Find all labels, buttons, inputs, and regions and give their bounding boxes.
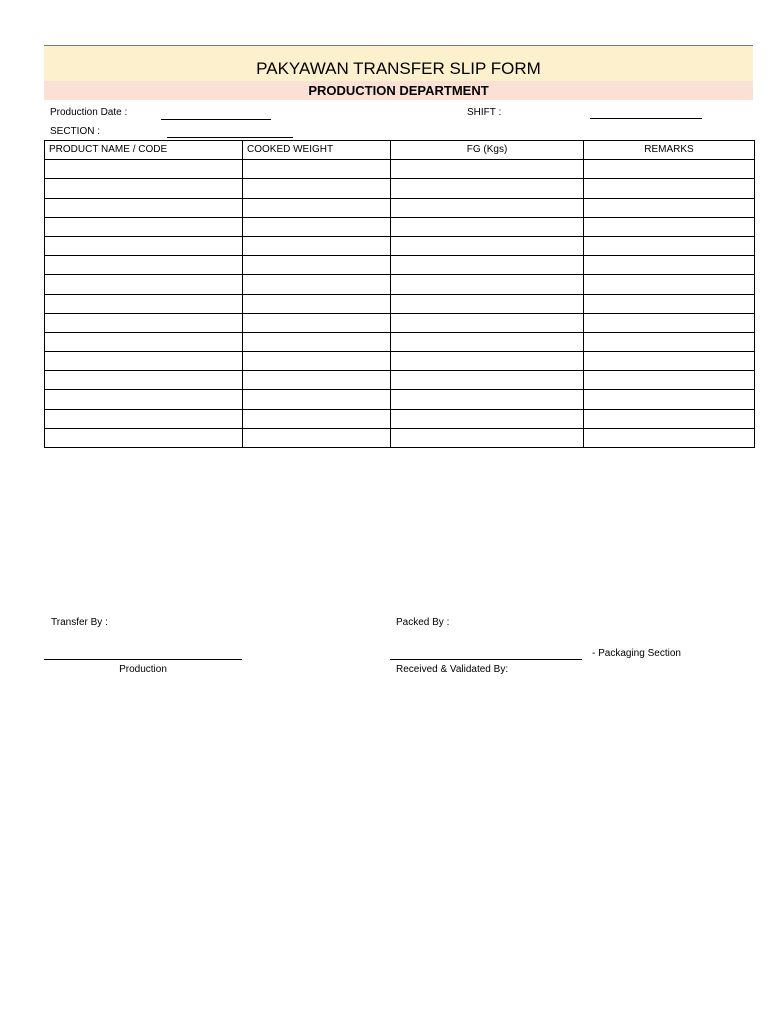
remarks-cell[interactable] [584, 428, 755, 447]
table-row [45, 409, 755, 428]
packaging-section-label: - Packaging Section [592, 648, 681, 659]
remarks-cell[interactable] [584, 198, 755, 217]
remarks-cell[interactable] [584, 179, 755, 198]
fg-cell[interactable] [391, 160, 584, 179]
fg-cell[interactable] [391, 390, 584, 409]
table-row [45, 160, 755, 179]
shift-label: SHIFT : [467, 107, 502, 118]
remarks-cell[interactable] [584, 332, 755, 351]
remarks-cell[interactable] [584, 313, 755, 332]
product-cell[interactable] [45, 236, 243, 255]
fg-cell[interactable] [391, 371, 584, 390]
product-cell[interactable] [45, 294, 243, 313]
cooked-weight-cell[interactable] [243, 217, 391, 236]
product-cell[interactable] [45, 198, 243, 217]
product-cell[interactable] [45, 313, 243, 332]
transfer-by-signature-line[interactable] [44, 659, 242, 660]
remarks-cell[interactable] [584, 160, 755, 179]
table-row [45, 371, 755, 390]
remarks-cell[interactable] [584, 256, 755, 275]
column-header-cooked-weight: COOKED WEIGHT [243, 141, 391, 160]
fg-cell[interactable] [391, 217, 584, 236]
column-header-product: PRODUCT NAME / CODE [45, 141, 243, 160]
product-cell[interactable] [45, 371, 243, 390]
cooked-weight-cell[interactable] [243, 294, 391, 313]
product-cell[interactable] [45, 217, 243, 236]
cooked-weight-cell[interactable] [243, 313, 391, 332]
fg-cell[interactable] [391, 409, 584, 428]
transfer-by-label: Transfer By : [51, 617, 108, 628]
product-cell[interactable] [45, 390, 243, 409]
table-row [45, 313, 755, 332]
section-blank[interactable] [167, 137, 293, 138]
cooked-weight-cell[interactable] [243, 275, 391, 294]
shift-blank[interactable] [590, 118, 702, 119]
received-validated-label: Received & Validated By: [396, 664, 509, 675]
cooked-weight-cell[interactable] [243, 256, 391, 275]
production-label: Production [119, 664, 167, 675]
form-title: PAKYAWAN TRANSFER SLIP FORM [256, 59, 541, 78]
transfer-table [44, 140, 755, 448]
table-row [45, 428, 755, 447]
product-cell[interactable] [45, 428, 243, 447]
table-row [45, 352, 755, 371]
remarks-cell[interactable] [584, 294, 755, 313]
table-row [45, 179, 755, 198]
product-cell[interactable] [45, 179, 243, 198]
remarks-cell[interactable] [584, 352, 755, 371]
cooked-weight-cell[interactable] [243, 371, 391, 390]
packed-by-signature-line[interactable] [390, 659, 582, 660]
cooked-weight-cell[interactable] [243, 428, 391, 447]
table-row [45, 256, 755, 275]
fg-cell[interactable] [391, 352, 584, 371]
remarks-cell[interactable] [584, 275, 755, 294]
cooked-weight-cell[interactable] [243, 409, 391, 428]
table-row [45, 217, 755, 236]
table-row [45, 198, 755, 217]
remarks-cell[interactable] [584, 217, 755, 236]
table-row [45, 332, 755, 351]
fg-cell[interactable] [391, 313, 584, 332]
packed-by-label: Packed By : [396, 617, 450, 628]
product-cell[interactable] [45, 332, 243, 351]
product-cell[interactable] [45, 160, 243, 179]
fg-cell[interactable] [391, 332, 584, 351]
fg-cell[interactable] [391, 198, 584, 217]
remarks-cell[interactable] [584, 409, 755, 428]
fg-cell[interactable] [391, 236, 584, 255]
department-title: PRODUCTION DEPARTMENT [308, 83, 489, 98]
product-cell[interactable] [45, 352, 243, 371]
section-label: SECTION : [50, 126, 101, 137]
remarks-cell[interactable] [584, 390, 755, 409]
remarks-cell[interactable] [584, 236, 755, 255]
column-header-remarks: REMARKS [584, 141, 755, 160]
fg-cell[interactable] [391, 275, 584, 294]
production-date-label: Production Date : [50, 107, 128, 118]
remarks-cell[interactable] [584, 371, 755, 390]
table-row [45, 236, 755, 255]
fg-cell[interactable] [391, 256, 584, 275]
table-header-row [45, 141, 755, 160]
production-date-blank[interactable] [161, 119, 271, 120]
fg-cell[interactable] [391, 428, 584, 447]
table-row [45, 275, 755, 294]
cooked-weight-cell[interactable] [243, 179, 391, 198]
cooked-weight-cell[interactable] [243, 332, 391, 351]
cooked-weight-cell[interactable] [243, 352, 391, 371]
cooked-weight-cell[interactable] [243, 198, 391, 217]
table-row [45, 390, 755, 409]
column-header-fg: FG (Kgs) [391, 141, 584, 160]
cooked-weight-cell[interactable] [243, 390, 391, 409]
cooked-weight-cell[interactable] [243, 160, 391, 179]
table-row [45, 294, 755, 313]
fg-cell[interactable] [391, 294, 584, 313]
product-cell[interactable] [45, 275, 243, 294]
fg-cell[interactable] [391, 179, 584, 198]
product-cell[interactable] [45, 256, 243, 275]
product-cell[interactable] [45, 409, 243, 428]
cooked-weight-cell[interactable] [243, 236, 391, 255]
